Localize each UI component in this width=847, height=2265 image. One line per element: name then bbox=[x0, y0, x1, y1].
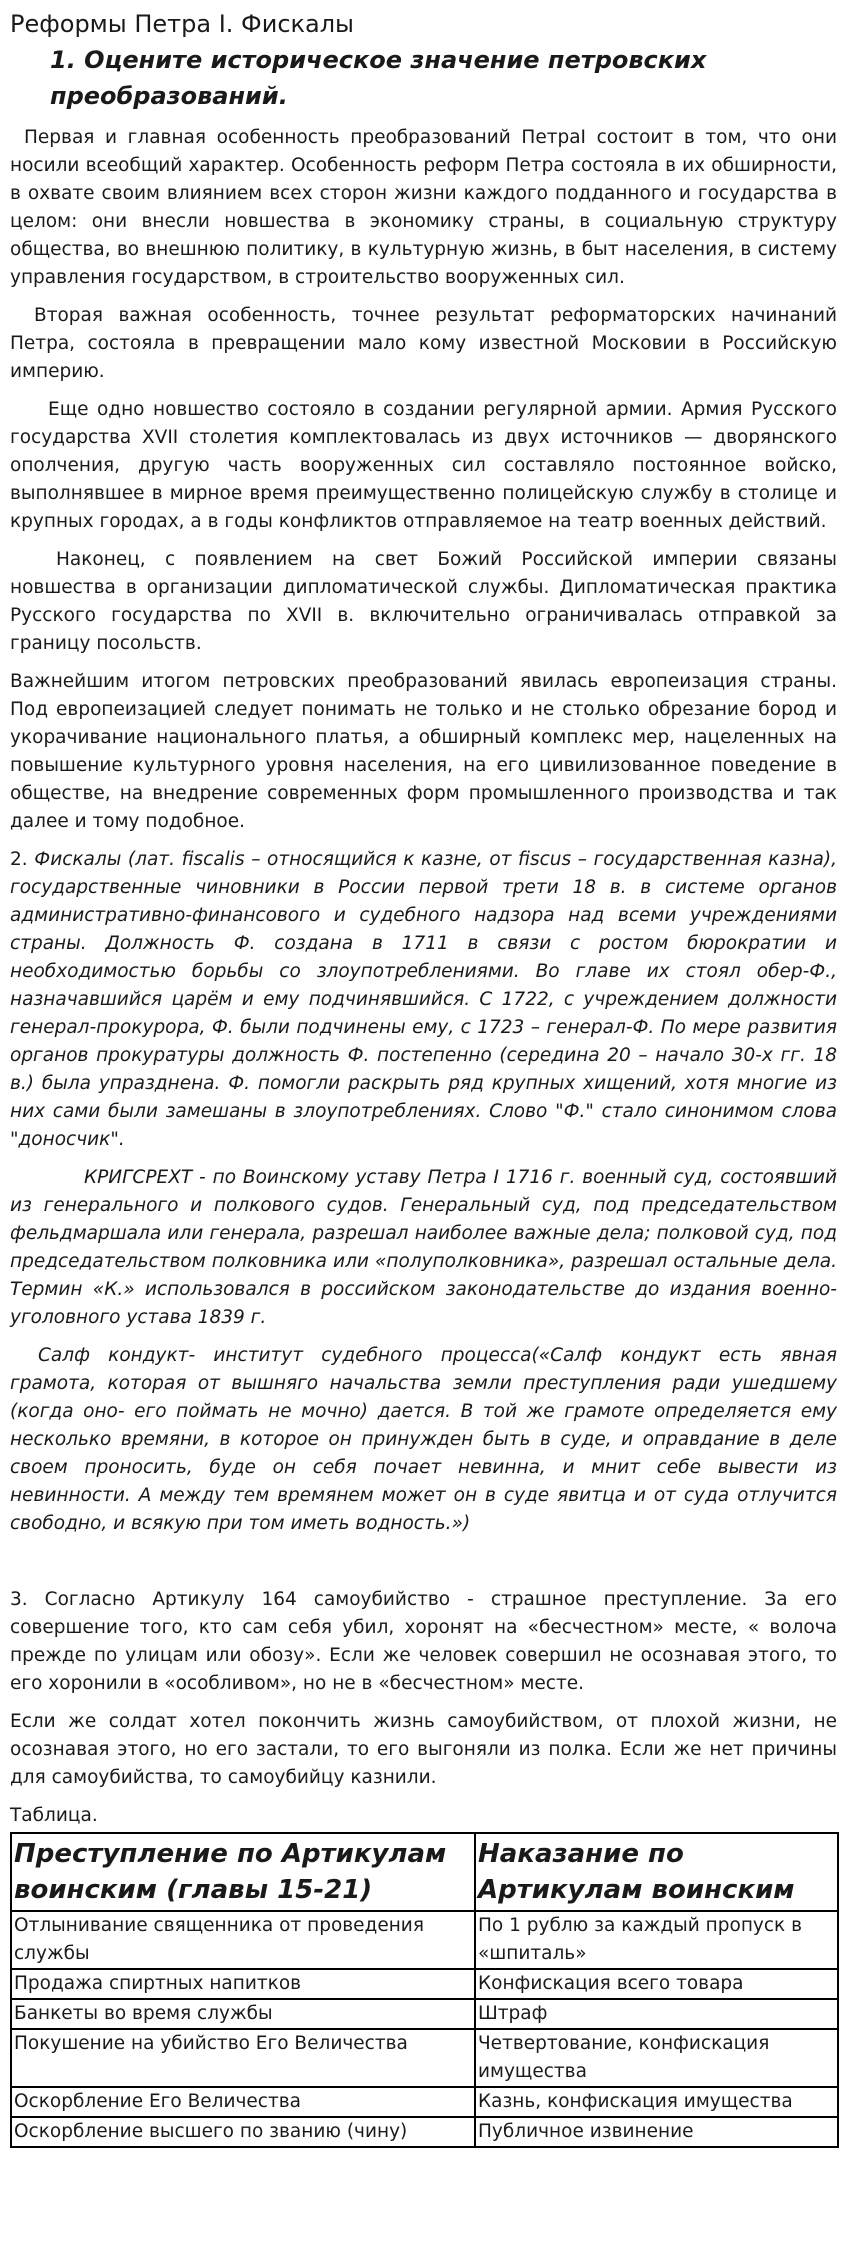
paragraph-russian-empire: Вторая важная особенность, точнее результат реформаторских начинаний Петра, состояла в превращении мало кому известной Московии в Российскую империю. bbox=[10, 305, 837, 382]
table-cell-crime: Покушение на убийство Его Величества bbox=[11, 2029, 475, 2087]
paragraph-regular-army: Еще одно новшество состояло в создании регулярной армии. Армия Русского государства XVII столетия комплектовалась из двух источников — дворянского ополчения, другую часть вооруженных сил составляло постоянное войско, выполнявшее в мирное время преимущественно полицейскую службу в столице и крупных городах, а в годы конфликтов отправляемое на театр военных действий. bbox=[10, 399, 837, 532]
table-cell-crime: Продажа спиртных напитков bbox=[11, 1969, 475, 1999]
paragraph-diplomatic-service: Наконец, с появлением на свет Божий Российской империи связаны новшества в организации дипломатической службы. Дипломатическая практика Русского государства по XVII в. включительно ограничивалась отправкой за границу посольств. bbox=[10, 549, 837, 654]
spacer bbox=[10, 536, 837, 546]
table-cell-punishment: Казнь, конфискация имущества bbox=[475, 2087, 838, 2117]
table-cell-crime: Оскорбление высшего по званию (чину) bbox=[11, 2117, 475, 2147]
item-number: 2. bbox=[10, 849, 28, 870]
table-cell-crime: Банкеты во время службы bbox=[11, 1999, 475, 2029]
table-header-row bbox=[11, 1833, 838, 1911]
table-row bbox=[11, 1999, 838, 2029]
table-row bbox=[11, 1969, 838, 1999]
spacer bbox=[10, 1154, 837, 1164]
paragraph-universal-character: Первая и главная особенность преобразований ПетраI состоит в том, что они носили всеобщий характер. Особенность реформ Петра состояла в их обширности, в охвате своим влиянием всех сторон жизни каждого подданного и государства в целом: они внесли новшества в экономику страны, в социальную структуру общества, во внешнюю политику, в культурную жизнь, в быт населения, в систему управления государством, в строительство вооруженных сил. bbox=[10, 127, 837, 288]
spacer bbox=[10, 1538, 837, 1586]
table-cell-punishment: Четвертование, конфискация имущества bbox=[475, 2029, 838, 2087]
punishments-table bbox=[10, 1832, 839, 2148]
header-punishment: Наказание по Артикулам воинским bbox=[475, 1833, 838, 1911]
table-cell-crime: Отлынивание священника от проведения службы bbox=[11, 1911, 475, 1969]
table-cell-punishment: Штраф bbox=[475, 1999, 838, 2029]
question-heading: 1. Оцените историческое значение петровских преобразований. bbox=[50, 46, 707, 110]
spacer bbox=[10, 386, 837, 396]
spacer bbox=[10, 658, 837, 668]
spacer bbox=[10, 836, 837, 846]
paragraph-europeanization: Важнейшим итогом петровских преобразований явилась европеизация страны. Под европеизацией следует понимать не только и не столько обрезание бород и укорачивание национального платья, а обширный комплекс мер, нацеленных на повышение культурного уровня населения, на его цивилизованное поведение в обществе, на внедрение современных форм промышленного производства и так далее и тому подобное. bbox=[10, 671, 837, 832]
document-title: Реформы Петра I. Фискалы bbox=[10, 10, 355, 38]
paragraph-soldier-suicide: Если же солдат хотел покончить жизнь самоубийством, от плохой жизни, не осознавая этого, но его застали, то его выгоняли из полка. Если же нет причины для самоубийства, то самоубийцу казнили. bbox=[10, 1711, 837, 1788]
table-cell-crime: Оскорбление Его Величества bbox=[11, 2087, 475, 2117]
table-cell-punishment: Публичное извинение bbox=[475, 2117, 838, 2147]
table-cell-punishment: По 1 рублю за каждый пропуск в «шпиталь» bbox=[475, 1911, 838, 1969]
header-crime: Преступление по Артикулам воинским (главы 15-21) bbox=[11, 1833, 475, 1911]
spacer bbox=[10, 114, 837, 124]
table-row bbox=[11, 2087, 838, 2117]
table-row bbox=[11, 2029, 838, 2087]
spacer bbox=[10, 292, 837, 302]
spacer bbox=[10, 1792, 837, 1802]
fiscals-definition: Фискалы (лат. fiscalis – относящийся к казне, от fiscus – государственная казна), государственные чиновники в России первой трети 18 в. в системе органов административно-финансового и судебного надзора над всеми учреждениями страны. Должность Ф. создана в 1711 в связи с ростом бюрократии и необходимостью борьбы со злоупотреблениями. Во главе их стоял обер-Ф., назначавшийся царём и ему подчинявшийся. С 1722, с учреждением должности генерал-прокурора, Ф. были подчинены ему, с 1723 – генерал-Ф. По мере развития органов прокуратуры должность Ф. постепенно (середина 20 – начало 30-х гг. 18 в.) была упразднена. Ф. помогли раскрыть ряд крупных хищений, хотя многие из них сами были замешаны в злоупотреблениях. Слово "Ф." стало синонимом слова "доносчик". bbox=[10, 849, 837, 1150]
paragraph-suicide-article: 3. Согласно Артикулу 164 самоубийство - страшное преступление. За его совершение того, кто сам себя убил, хоронят на «бесчестном» месте, « волоча прежде по улицам или обозу». Если же человек совершил не осознавая этого, то его хоронили в «особливом», но не в «бесчестном» месте. bbox=[10, 1589, 837, 1694]
paragraph-salf-kondukt: Салф кондукт- институт судебного процесса(«Салф кондукт есть явная грамота, которая от вышняго начальства земли преступления ради ушедшему (когда оно- его поймать не мочно) дается. В той же грамоте определяется ему несколько времяни, в которое он принужден быть в суде, и оправдание в деле своем проносить, буде он себя почает невинна, и мнит себе вывести из невинности. А между тем времянем может он в суде явитца и от суда отлучится свободно, и всякую при том иметь водность.») bbox=[10, 1345, 837, 1534]
table-label: Таблица. bbox=[10, 1805, 98, 1826]
table-row bbox=[11, 1911, 838, 1969]
paragraph-fiscals bbox=[10, 846, 837, 1154]
spacer bbox=[10, 1698, 837, 1708]
table-cell-punishment: Конфискация всего товара bbox=[475, 1969, 838, 1999]
spacer bbox=[10, 1332, 837, 1342]
table-row bbox=[11, 2117, 838, 2147]
paragraph-kriegsrecht: КРИГСРЕХТ - по Воинскому уставу Петра I 1716 г. военный суд, состоявший из генерального и полкового судов. Генеральный суд, под председательством фельдмаршала или генерала, разрешал наиболее важные дела; полковой суд, под председательством полковника или «полуполковника», разрешал остальные дела. Термин «К.» использовался в российском законодательстве до издания военно-уголовного устава 1839 г. bbox=[10, 1167, 837, 1328]
